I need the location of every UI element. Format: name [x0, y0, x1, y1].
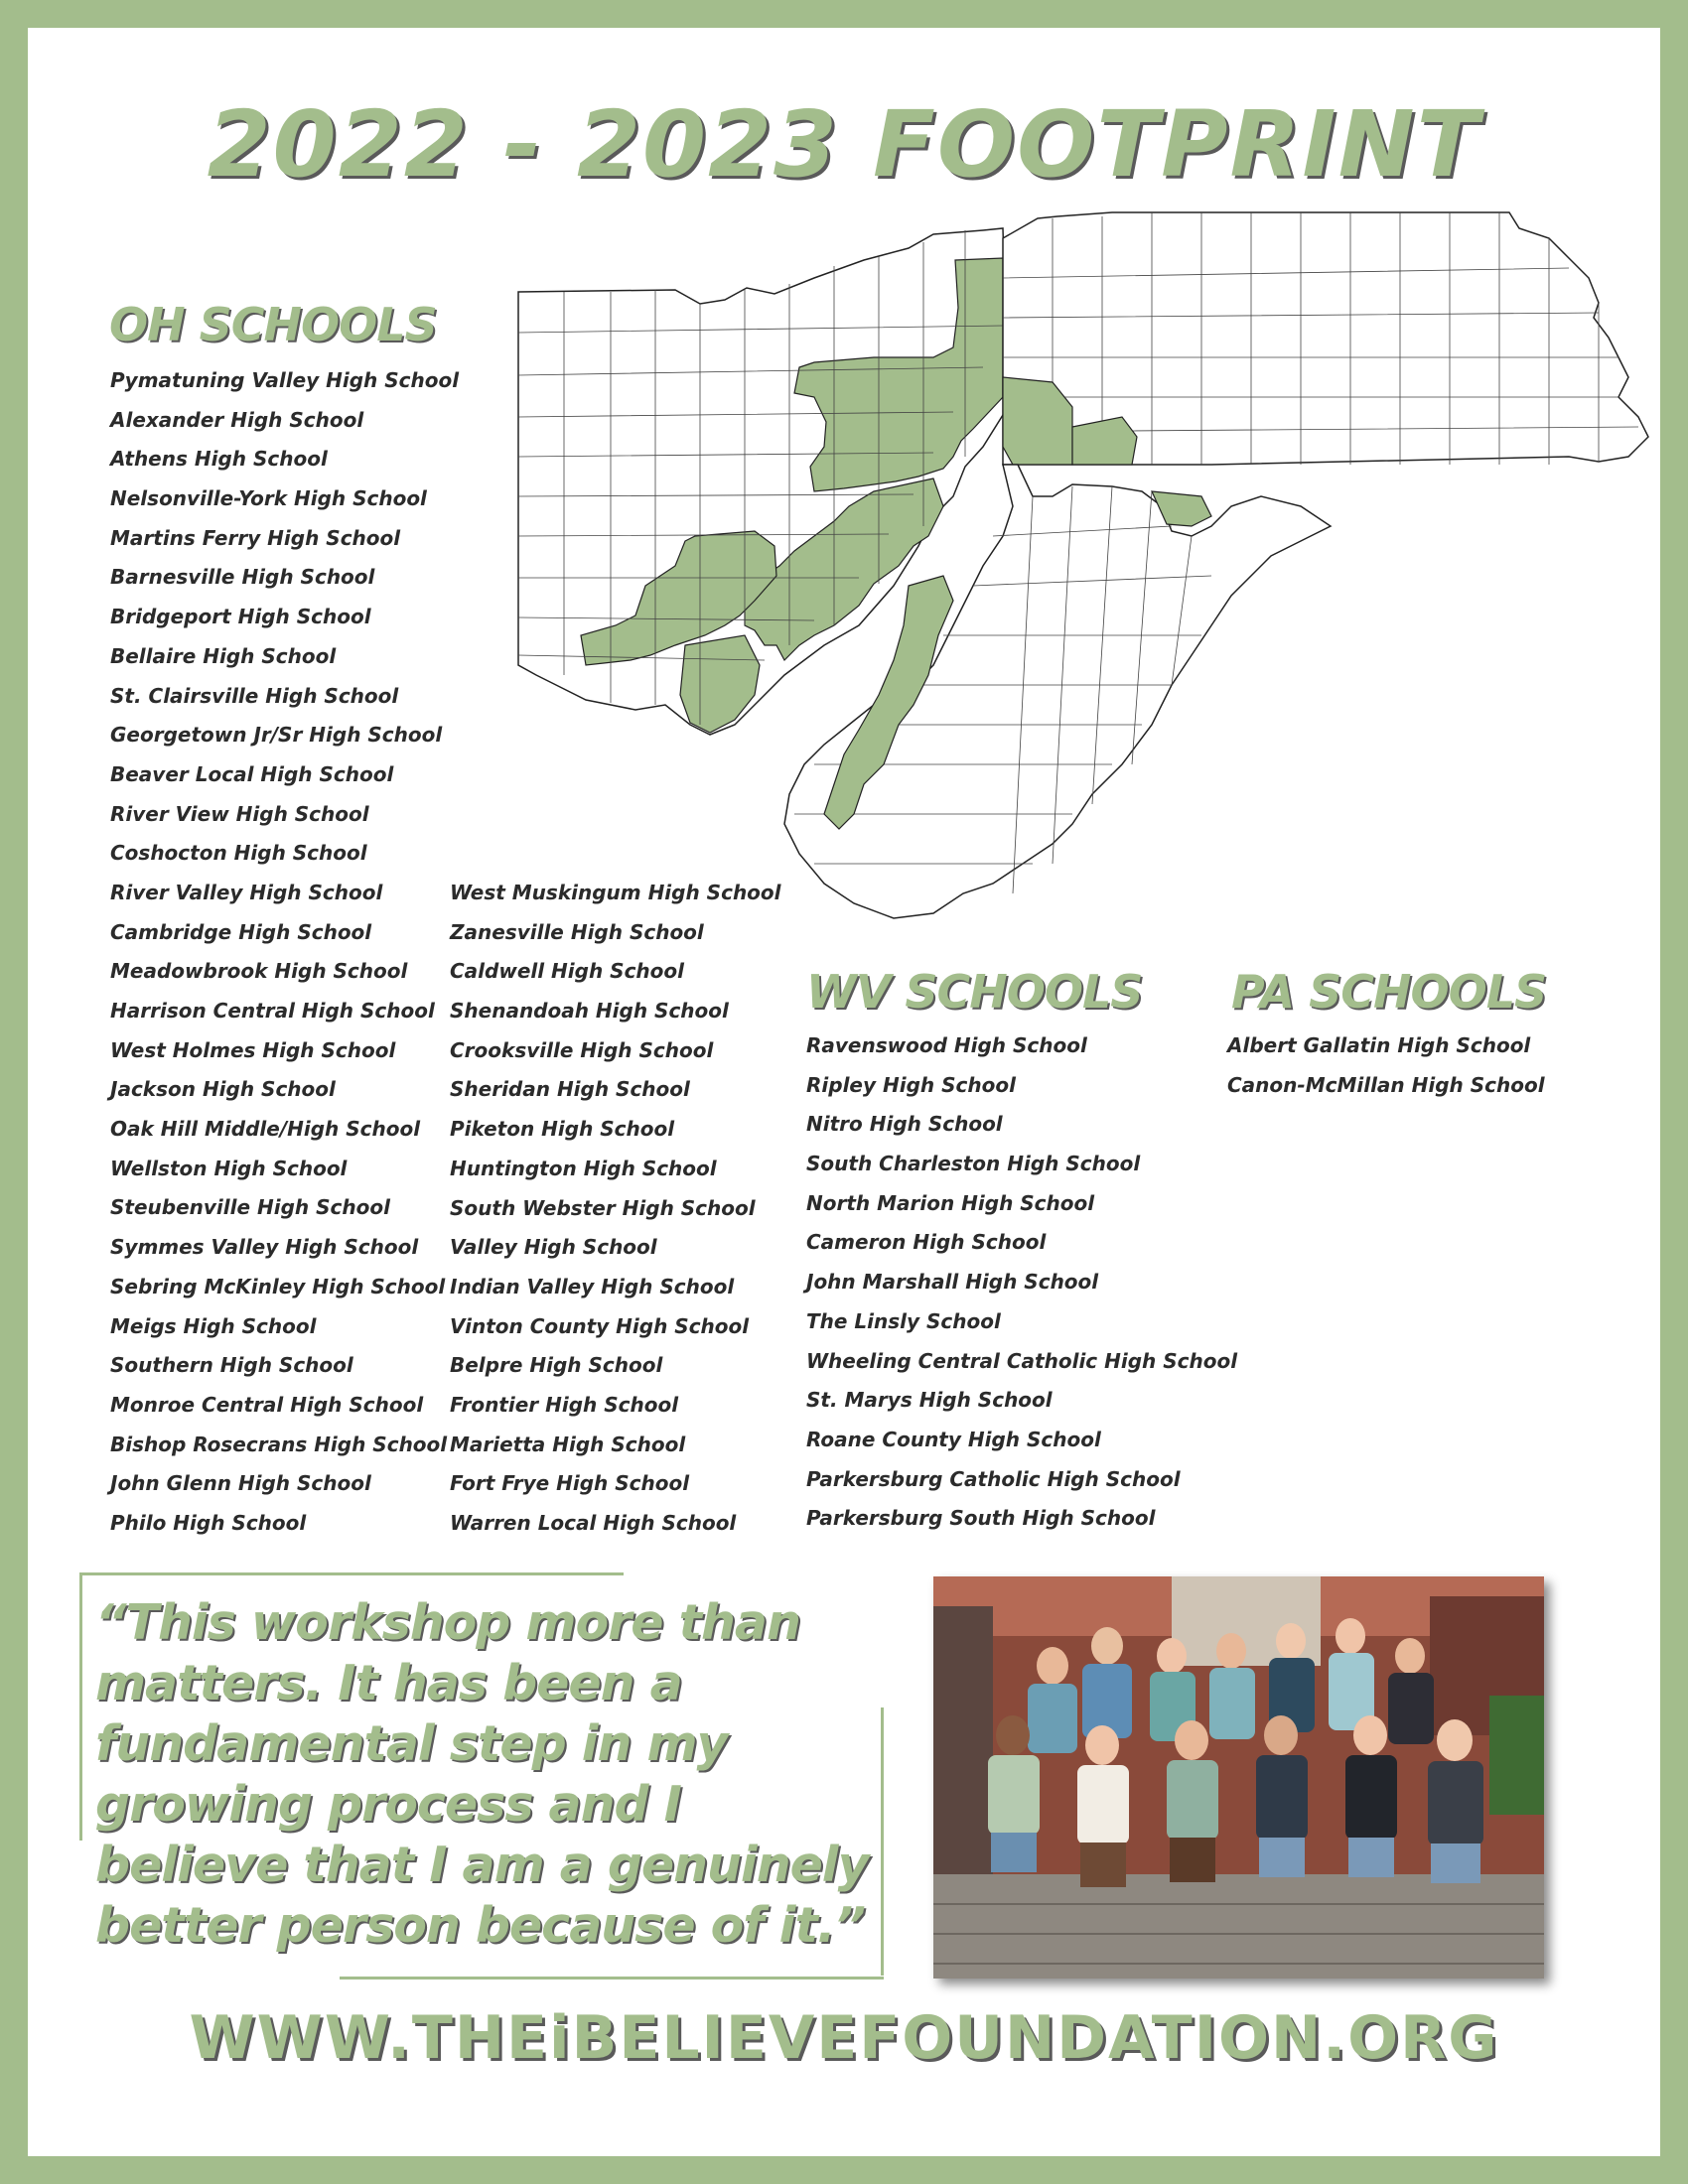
- wv-school-item: Wheeling Central Catholic High School: [806, 1348, 1238, 1373]
- oh-school-item: South Webster High School: [450, 1195, 756, 1220]
- oh-school-item: Huntington High School: [450, 1156, 717, 1180]
- wv-school-item: Nitro High School: [806, 1112, 1003, 1137]
- oh-school-item: Pymatuning Valley High School: [110, 368, 460, 392]
- oh-schools-list-2: [450, 874, 781, 1544]
- oh-school-item: River Valley High School: [110, 880, 383, 904]
- oh-school-item: Indian Valley High School: [450, 1274, 735, 1298]
- oh-school-item: Frontier High School: [450, 1392, 679, 1417]
- quote-frame-right: [881, 1707, 884, 1976]
- page-title: 2022 - 2023 FOOTPRINT: [207, 91, 1481, 198]
- oh-schools-heading: OH SCHOOLS: [109, 298, 437, 351]
- oh-school-item: Valley High School: [450, 1235, 657, 1260]
- group-photo-illustration: [933, 1576, 1544, 1979]
- oh-school-item: Bridgeport High School: [110, 605, 371, 629]
- quote-frame-left: [79, 1572, 82, 1841]
- oh-school-item: Belpre High School: [450, 1353, 663, 1378]
- oh-school-item: River View High School: [110, 801, 369, 826]
- wv-school-item: Roane County High School: [806, 1427, 1101, 1451]
- oh-school-item: Bishop Rosecrans High School: [110, 1432, 448, 1456]
- oh-school-item: Symmes Valley High School: [110, 1235, 419, 1260]
- footprint-map: [516, 208, 1658, 943]
- oh-school-item: Bellaire High School: [110, 643, 337, 668]
- oh-school-item: Fort Frye High School: [450, 1471, 690, 1496]
- wv-school-item: Ripley High School: [806, 1072, 1016, 1097]
- quote-frame-top: [79, 1572, 624, 1575]
- oh-school-item: Jackson High School: [110, 1077, 336, 1102]
- oh-school-item: Barnesville High School: [110, 565, 375, 590]
- wv-school-item: St. Marys High School: [806, 1388, 1053, 1413]
- oh-school-item: Southern High School: [110, 1353, 353, 1378]
- oh-school-item: Crooksville High School: [450, 1037, 714, 1062]
- oh-school-item: Sheridan High School: [450, 1077, 690, 1102]
- oh-schools-list-1: [110, 361, 459, 1544]
- oh-school-item: Alexander High School: [110, 407, 364, 432]
- wv-school-item: John Marshall High School: [806, 1270, 1099, 1295]
- oh-school-item: Beaver Local High School: [110, 761, 394, 786]
- oh-school-item: Marietta High School: [450, 1432, 686, 1456]
- wv-schools-heading: WV SCHOOLS: [806, 965, 1143, 1019]
- oh-school-item: Harrison Central High School: [110, 999, 435, 1023]
- wv-school-item: Ravenswood High School: [806, 1033, 1087, 1057]
- oh-school-item: John Glenn High School: [110, 1471, 371, 1496]
- oh-school-item: Georgetown Jr/Sr High School: [110, 723, 443, 748]
- wv-school-item: Parkersburg Catholic High School: [806, 1466, 1181, 1491]
- oh-school-item: Cambridge High School: [110, 919, 372, 944]
- oh-school-item: Athens High School: [110, 447, 328, 472]
- wv-school-item: Parkersburg South High School: [806, 1506, 1156, 1531]
- wv-school-item: Cameron High School: [806, 1230, 1047, 1255]
- oh-school-item: Shenandoah High School: [450, 999, 729, 1024]
- oh-school-item: Wellston High School: [110, 1156, 348, 1180]
- wv-school-item: North Marion High School: [806, 1190, 1095, 1215]
- group-photo: [933, 1576, 1544, 1979]
- wv-school-item: South Charleston High School: [806, 1152, 1141, 1176]
- oh-school-item: Oak Hill Middle/High School: [110, 1117, 421, 1142]
- oh-school-item: Warren Local High School: [450, 1511, 737, 1535]
- wv-schools-list: [806, 1026, 1237, 1539]
- oh-school-item: Vinton County High School: [450, 1313, 750, 1338]
- pa-school-item: Albert Gallatin High School: [1227, 1033, 1531, 1057]
- oh-school-item: Nelsonville-York High School: [110, 486, 427, 511]
- quote-frame-bottom: [340, 1977, 884, 1979]
- oh-school-item: Martins Ferry High School: [110, 525, 401, 550]
- oh-school-item: Coshocton High School: [110, 841, 367, 866]
- oh-school-item: Meadowbrook High School: [110, 959, 408, 984]
- oh-school-item: Meigs High School: [110, 1313, 317, 1338]
- oh-school-item: Steubenville High School: [110, 1195, 390, 1220]
- oh-school-item: Philo High School: [110, 1510, 307, 1535]
- oh-school-item: West Holmes High School: [110, 1037, 396, 1062]
- website-url[interactable]: WWW.THEiBELIEVEFOUNDATION.ORG: [189, 2003, 1499, 2073]
- oh-school-item: West Muskingum High School: [450, 881, 781, 904]
- oh-school-item: St. Clairsville High School: [110, 683, 399, 708]
- oh-school-item: Piketon High School: [450, 1117, 675, 1142]
- oh-school-item: Sebring McKinley High School: [110, 1274, 446, 1298]
- oh-school-item: Monroe Central High School: [110, 1392, 424, 1417]
- oh-school-item: Caldwell High School: [450, 959, 685, 984]
- pa-school-item: Canon-McMillan High School: [1227, 1072, 1545, 1097]
- pa-schools-heading: PA SCHOOLS: [1231, 965, 1547, 1019]
- wv-school-item: The Linsly School: [806, 1308, 1001, 1333]
- oh-school-item: Zanesville High School: [450, 919, 704, 944]
- testimonial-quote: [79, 1572, 884, 1979]
- quote-text: “This workshop more than matters. It has been a fundamental step in my growing process and I believe that I am a genuinely better person because of it.”: [95, 1594, 869, 1954]
- pa-schools-list: [1227, 1026, 1545, 1105]
